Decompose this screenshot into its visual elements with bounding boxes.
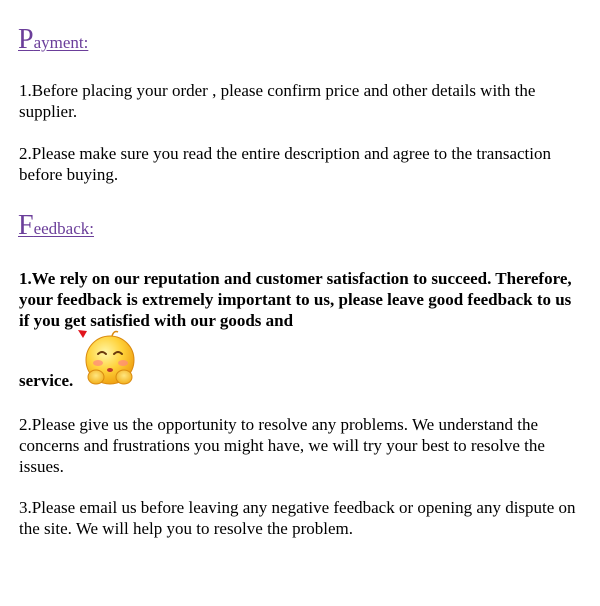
feedback-heading bbox=[18, 212, 94, 240]
feedback-item-3: 3.Please email us before leaving any negative feedback or opening any dispute on the site. We will help you to resolve the problem. bbox=[19, 498, 576, 538]
payment-item-1: 1.Before placing your order , please confirm price and other details with the supplier. bbox=[19, 81, 536, 121]
feedback-heading-cap: F bbox=[18, 210, 34, 241]
payment-heading bbox=[18, 26, 88, 54]
feedback-item-1: 1.We rely on our reputation and customer satisfaction to succeed. Therefore, your feedback is extremely important to us, please leave good feedback to us if you get satisfied with our goods and bbox=[19, 269, 572, 330]
payment-heading-cap: P bbox=[18, 24, 34, 55]
payment-heading-rest: ayment: bbox=[33, 33, 89, 52]
feedback-item-2: 2.Please give us the opportunity to resolve any problems. We understand the concerns and frustrations you might have, we will try your best to resolve the issues. bbox=[19, 415, 545, 476]
feedback-item-1-end: service. bbox=[19, 371, 74, 390]
payment-item-2: 2.Please make sure you read the entire description and agree to the transaction before buying. bbox=[19, 144, 551, 184]
blushing-smiley-icon bbox=[74, 326, 140, 390]
feedback-heading-rest: eedback: bbox=[33, 219, 94, 238]
